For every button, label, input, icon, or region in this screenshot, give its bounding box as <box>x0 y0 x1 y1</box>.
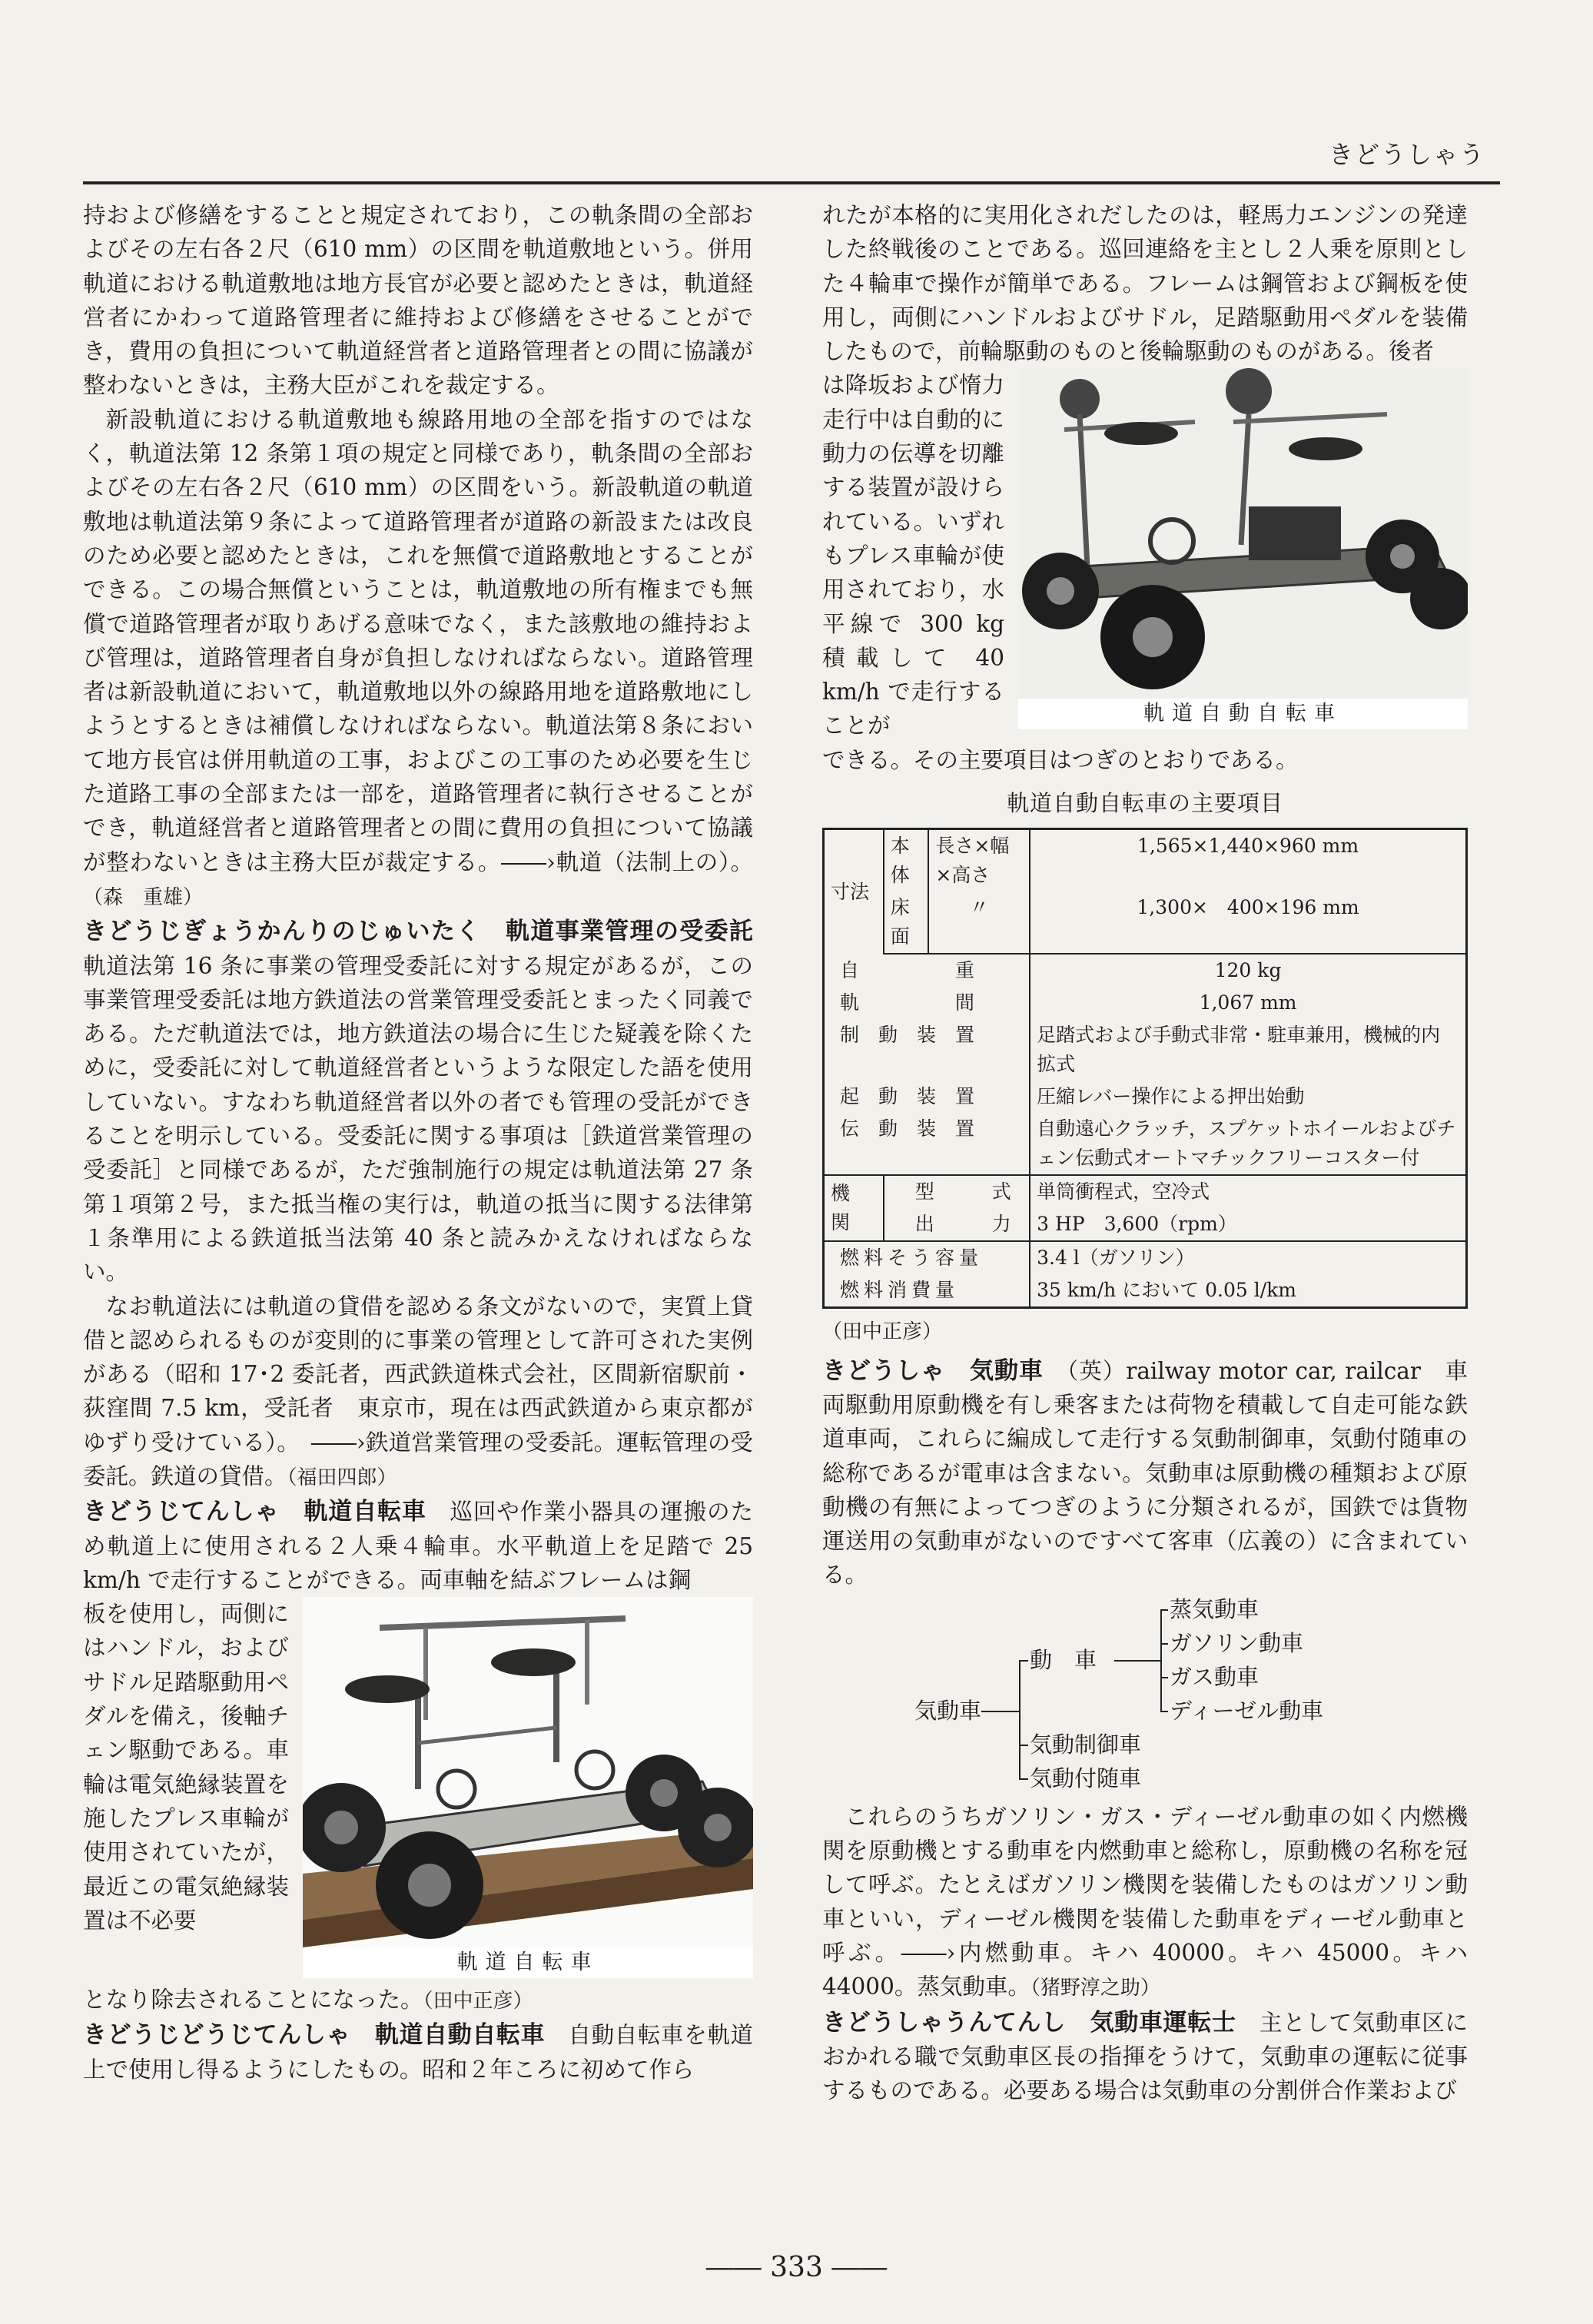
tree-line <box>1019 1660 1021 1780</box>
paragraph <box>83 1290 753 1496</box>
dictionary-entry <box>83 915 753 1289</box>
figure-rail-bicycle <box>303 1597 753 1978</box>
table-cell: 床面 <box>884 891 929 954</box>
entry-headword: きどうしゃ 気動車 <box>822 1356 1044 1385</box>
paragraph-text: 新設軌道における軌道敷地も線路用地の全部を指すのではなく，軌道法第 12 条第１項の規定と同様であり，軌条間の全部およびその左右各２尺（610 mm）の区間をいう。新設軌道の軌道敷地は軌道法第９条によって道路管理者が道路の新設または改良のため必要と認めたときは，これを無償で道路敷地とすることができる。この場合無償ということは，軌道敷地の所有権までも無償で道路管理者が取りあげる意味でなく，また該敷地の維持および管理は，道路管理者自身が負担しなければならない。道路管理者は新設軌道において，軌道敷地以外の線路用地を道路敷地にしようとするときは補償しなければならない。軌道法第８条において地方長官は併用軌道の工事，およびこの工事のため必要を生じた道路工事の全部または一部を，道路管理者に執行させることができ，軌道経営者と道路管理者との間に費用の負担について協議が整わないときは主務大臣が裁定する。 <box>83 406 753 875</box>
rail-bicycle-illustration <box>303 1597 753 1947</box>
table-cell: 3.4 l（ガソリン） <box>1037 1247 1195 1270</box>
table-cell: 圧縮レバー操作による押出始動 <box>1037 1085 1305 1108</box>
table-cell: 燃料消費量 <box>825 1274 1030 1306</box>
figure-caption: 軌道自動自転車 <box>1143 702 1342 726</box>
table-cell: 起 動 装 置 <box>825 1081 1030 1113</box>
figure-motor-rail-bicycle <box>1018 368 1468 729</box>
paragraph-text: なお軌道法には軌道の貸借を認める条文がないので，実質上貸借と認められるものが変則的に事業の管理として許可された実例がある（昭和 17･2 委託者，西武鉄道株式会社，区間新宿駅前・荻窪間 7.5 km，受託者 東京市，現在は西武鉄道から東京都がゆずり受けている）。 ――›鉄道営業管理の受委託。運転管理の受委託。鉄道の貸借。 <box>83 1293 753 1489</box>
table-cell: 伝 動 装 置 <box>825 1113 1030 1175</box>
table-cell: 単筒衝程式，空冷式 <box>1037 1180 1210 1204</box>
paragraph <box>83 403 753 915</box>
right-column <box>822 198 1468 2107</box>
tree-node-gasoline: ガソリン動車 <box>1170 1629 1304 1656</box>
author-signature: （田中正彦） <box>423 1990 533 2014</box>
paragraph-text: となり除去されることになった。 <box>83 1987 423 2014</box>
table-cell: 制 動 装 置 <box>825 1019 1030 1081</box>
entry-body: （英）railway motor car, railcar 車両駆動用原動機を有し乗客または荷物を積載して自走可能な鉄道車両，これらに編成して走行する気動制御車，気動付随車の総称であるが電車は含まない。気動車は原動機の種類および原動機の有無によってつぎのように分類されるが，国鉄では貨物運送用の気動車がないのですべて客車（広義の）に含まれている。 <box>822 1357 1468 1589</box>
paragraph <box>822 1800 1468 2006</box>
figure-wrap <box>83 1597 753 2018</box>
tree-line <box>1019 1778 1028 1780</box>
figure-wrap <box>822 368 1468 777</box>
entry-headword: きどうじぎょうかんりのじゅいたく 軌道事業管理の受委託 <box>83 918 753 946</box>
table-cell: 型 式 <box>884 1175 1030 1208</box>
motor-rail-bicycle-illustration <box>1018 368 1468 699</box>
tree-line <box>1160 1711 1168 1712</box>
dictionary-entry <box>83 1495 753 1597</box>
table-cell: 軌 間 <box>825 987 1030 1019</box>
table-cell: 120 kg <box>1214 959 1282 982</box>
tree-node-trailer: 気動付随車 <box>1030 1765 1142 1791</box>
left-column <box>83 198 753 2087</box>
cross-reference: ――›軌道（法制上の）。 <box>500 848 753 875</box>
classification-tree <box>822 1592 1468 1800</box>
table-cell: 35 km/h において 0.05 l/km <box>1037 1279 1297 1302</box>
author-signature: （猪野淳之助） <box>1030 1977 1160 2000</box>
tree-node-gas: ガス動車 <box>1170 1663 1259 1690</box>
table-cell: 本体 <box>884 830 929 891</box>
table-title: 軌道自動自転車の主要項目 <box>1006 790 1283 817</box>
table-cell: 自動遠心クラッチ，スプケットホイールおよびチェン伝動式オートマチックフリーコスター付 <box>1030 1113 1465 1175</box>
entry-headword: きどうじてんしゃ 軌道自転車 <box>83 1498 426 1526</box>
entry-headword: きどうしゃうんてんし 気動車運転士 <box>822 2008 1236 2037</box>
tree-line <box>1114 1660 1160 1662</box>
entry-body: 巡回や作業小器具の運搬のため軌道上に使用される２人乗４輪車。水平軌道上を足踏で 25 km/h で走行することができる。両車軸を結ぶフレームは鋼 <box>83 1499 753 1593</box>
tree-line <box>981 1711 1020 1712</box>
table-cell: 3 HP 3,600（rpm） <box>1030 1208 1465 1241</box>
tree-line <box>1160 1677 1168 1678</box>
spec-table <box>822 828 1468 1309</box>
author-signature: （森 重雄） <box>83 885 204 909</box>
table-cell: 足踏式および手動式非常・駐車兼用，機械的内拡式 <box>1037 1024 1441 1076</box>
tree-line <box>1019 1745 1028 1746</box>
entry-body: 軌道法第 16 条に事業の管理受委託に対する規定があるが，この事業管理受委託は地方鉄道法の営業管理受委託とまったく同義である。ただ軌道法では，地方鉄道法の場合に生じた疑義を除くために，受委託に対して軌道経営者というような限定した語を使用していない。すなわち軌道経営者以外の者でも管理の受託ができることを明示している。受委託に関する事項は［鉄道営業管理の受委託］と同様であるが，ただ強制施行の規定は軌道法第 27 条第１項第２号，また抵当権の実行は，軌道の抵当に関する法律第１条準用による鉄道抵当法第 40 条と読みかえなければならない。 <box>83 952 753 1286</box>
author-signature: （福田四郎） <box>287 1466 397 1489</box>
entry-headword: きどうじどうじてんしゃ 軌道自動自転車 <box>83 2021 546 2050</box>
table-cell: 自 重 <box>825 954 1030 987</box>
paragraph-text: これらのうちガソリン・ガス・ディーゼル動車の如く内燃機関を原動機とする動車を内燃動車と総称し，原動機の名称を冠して呼ぶ。たとえばガソリン機関を装備したものはガソリン動車といい，ディーゼル機関を装備した動車をディーゼル動車と呼ぶ。――›内燃動車。キハ 40000。キハ 45000。キハ 44000。蒸気動車。 <box>822 1803 1468 2000</box>
running-head: きどうしゃう <box>1328 140 1485 169</box>
page-number: ―― 333 ―― <box>705 2252 888 2283</box>
tree-line <box>1160 1643 1168 1645</box>
paragraph: は降坂および惰力走行中は自動的に動力の伝導を切離する装置が設けられている。いずれもプレス車輪が使用されており，水平線で 300 kg 積載して 40 km/h で走行することが <box>822 372 1004 739</box>
entry-body: 自動自転車を軌道上で使用し得るようにしたもの。昭和２年ころに初めて作ら <box>83 2022 753 2083</box>
dictionary-entry <box>822 2006 1468 2108</box>
table-cell: 燃料そう容量 <box>825 1241 1030 1274</box>
table-cell: 出 力 <box>884 1208 1030 1241</box>
dictionary-entry <box>822 1354 1468 1592</box>
tree-line <box>1160 1609 1168 1611</box>
tree-node-control: 気動制御車 <box>1030 1731 1142 1758</box>
author-signature: （田中正彦） <box>822 1320 943 1344</box>
tree-line <box>1160 1609 1162 1712</box>
table-cell: 寸法 <box>825 830 884 954</box>
entry-body: 主として気動車区におかれる職で気動車区長の指揮をうけて，気動車の運転に従事するものである。必要ある場合は気動車の分割併合作業および <box>822 2009 1468 2104</box>
paragraph: できる。その主要項目はつぎのとおりである。 <box>822 746 1299 773</box>
tree-node-root: 気動車 <box>914 1697 982 1724</box>
tree-node-steam: 蒸気動車 <box>1170 1595 1259 1622</box>
tree-node-motor: 動 車 <box>1030 1646 1097 1673</box>
table-cell: 機 関 <box>825 1175 884 1241</box>
figure-caption: 軌道自転車 <box>456 1950 599 1975</box>
dictionary-entry <box>83 2018 753 2087</box>
tree-node-diesel: ディーゼル動車 <box>1170 1697 1324 1724</box>
paragraph: 板を使用し，両側にはハンドル，およびサドル足踏駆動用ペダルを備え，後軸チェン駆動である。車輪は電気絶縁装置を施したプレス車輪が使用されていたが，最近この電気絶縁装置は不必要 <box>83 1601 289 1934</box>
tree-line <box>1019 1660 1028 1662</box>
table-cell: 〃 <box>928 891 1030 954</box>
table-cell: 長さ×幅×高さ <box>928 830 1030 891</box>
paragraph <box>83 1983 753 2018</box>
table-cell: 1,300× 400×196 mm <box>1030 891 1465 954</box>
table-cell: 1,565×1,440×960 mm <box>1137 835 1359 858</box>
paragraph: れたが本格的に実用化されだしたのは，軽馬力エンジンの発達した終戦後のことである。巡回連絡を主とし２人乗を原則とした４輪車で操作が簡単である。フレームは鋼管および鋼板を使用し，両側にハンドルおよびサドル，足踏駆動用ペダルを装備したもので，前輪駆動のものと後輪駆動のものがある。後者 <box>822 202 1468 365</box>
header-rule <box>83 181 1500 184</box>
paragraph: 持および修繕をすることと規定されており，この軌条間の全部およびその左右各２尺（610 mm）の区間を軌道敷地という。併用軌道における軌道敷地は地方長官が必要と認めたときは，軌道経営者にかわって道路管理者に維持および修繕をさせることができ，費用の負担について軌道経営者と道路管理者との間に協議が整わないときは，主務大臣がこれを裁定する。 <box>83 202 753 399</box>
table-cell: 1,067 mm <box>1199 991 1297 1014</box>
